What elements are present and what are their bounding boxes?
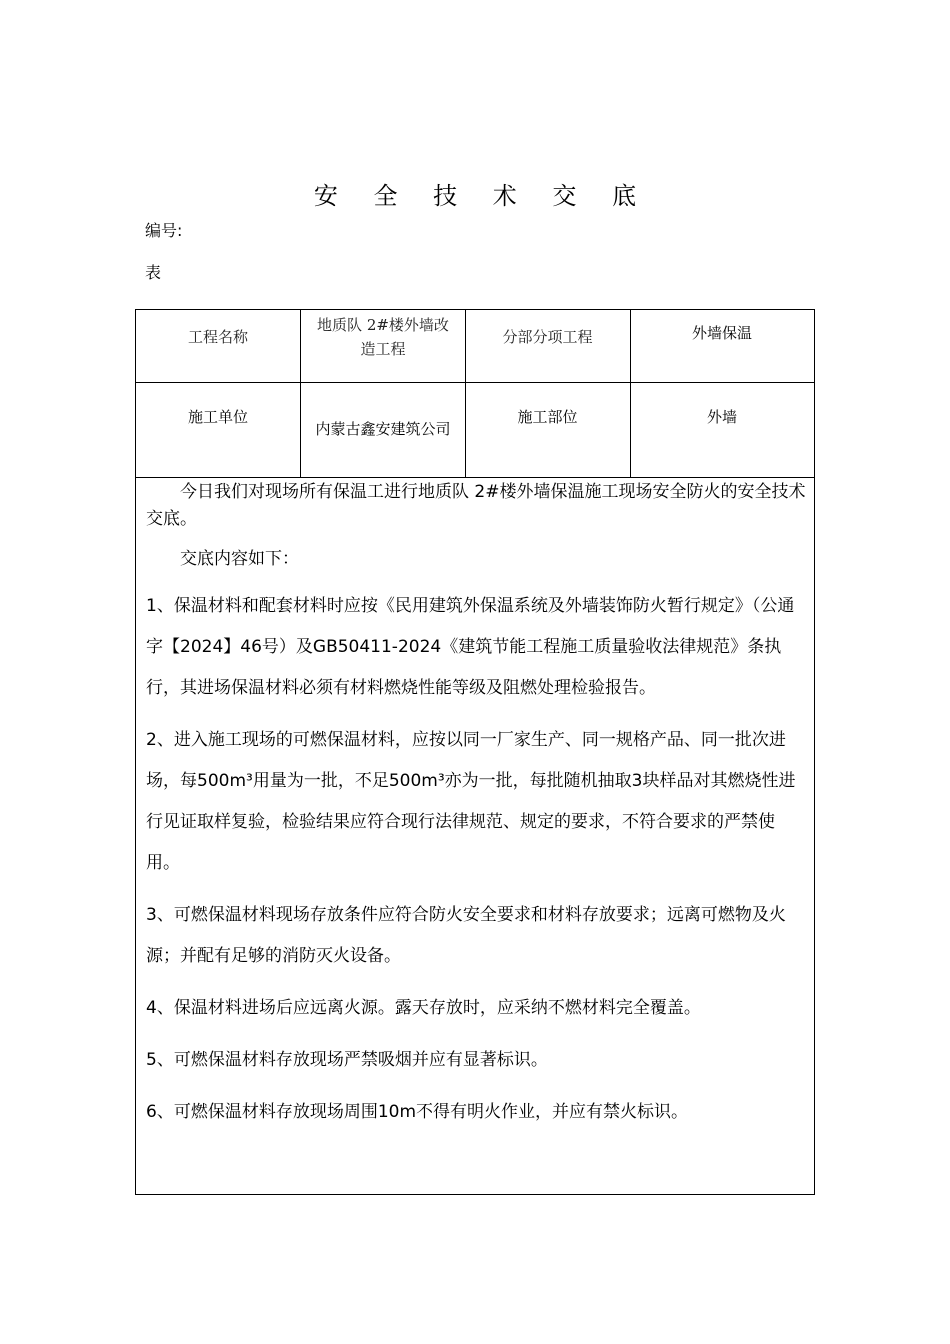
disclosure-content [146,479,806,1133]
row-divider [136,477,814,478]
construction-unit-label: 施工单位 [187,408,248,426]
construction-unit-value: 内蒙古鑫安建筑公司 [315,420,451,438]
list-item: 1、保温材料和配套材料时应按《民用建筑外保温系统及外墙装饰防火暂行规定》（公通字【2024】46号）及GB50411-2024《建筑节能工程施工质量验收法律规范》条执行，其进场保温材料必须有材料燃烧性能等级及阻燃处理检验报告。 [146,596,795,698]
project-name-value: 地质队 2#楼外墙改造工程 [317,316,449,358]
document-title: 安 全 技 术 交 底 [313,182,651,210]
construction-part-value: 外墙 [706,408,737,426]
content-heading: 交底内容如下： [180,549,299,569]
disclosure-table [135,309,815,1195]
list-item: 5、可燃保温材料存放现场严禁吸烟并应有显著标识。 [146,1050,548,1070]
list-item: 6、可燃保温材料存放现场周围10m不得有明火作业，并应有禁火标识。 [146,1102,689,1122]
table-label: 表 [145,263,162,282]
construction-part-label: 施工部位 [517,408,578,426]
list-item: 4、保温材料进场后应远离火源。露天存放时，应采纳不燃材料完全覆盖。 [146,998,701,1018]
list-item: 2、进入施工现场的可燃保温材料，应按以同一厂家生产、同一规格产品、同一批次进场，每500m³用量为一批，不足500m³亦为一批，每批随机抽取3块样品对其燃烧性进行见证取样复验，检验结果应符合现行法律规范、规定的要求，不符合要求的严禁使用。 [146,730,796,873]
column-divider [300,310,301,477]
project-name-label: 工程名称 [187,328,248,346]
subitem-value: 外墙保温 [691,324,752,342]
intro-paragraph: 今日我们对现场所有保温工进行地质队 2#楼外墙保温施工现场安全防火的安全技术交底。 [146,482,806,529]
subitem-label: 分部分项工程 [502,328,593,346]
document-number-label: 编号: [145,221,183,240]
list-item: 3、可燃保温材料现场存放条件应符合防火安全要求和材料存放要求；远离可燃物及火源；并配有足够的消防灭火设备。 [146,905,786,966]
